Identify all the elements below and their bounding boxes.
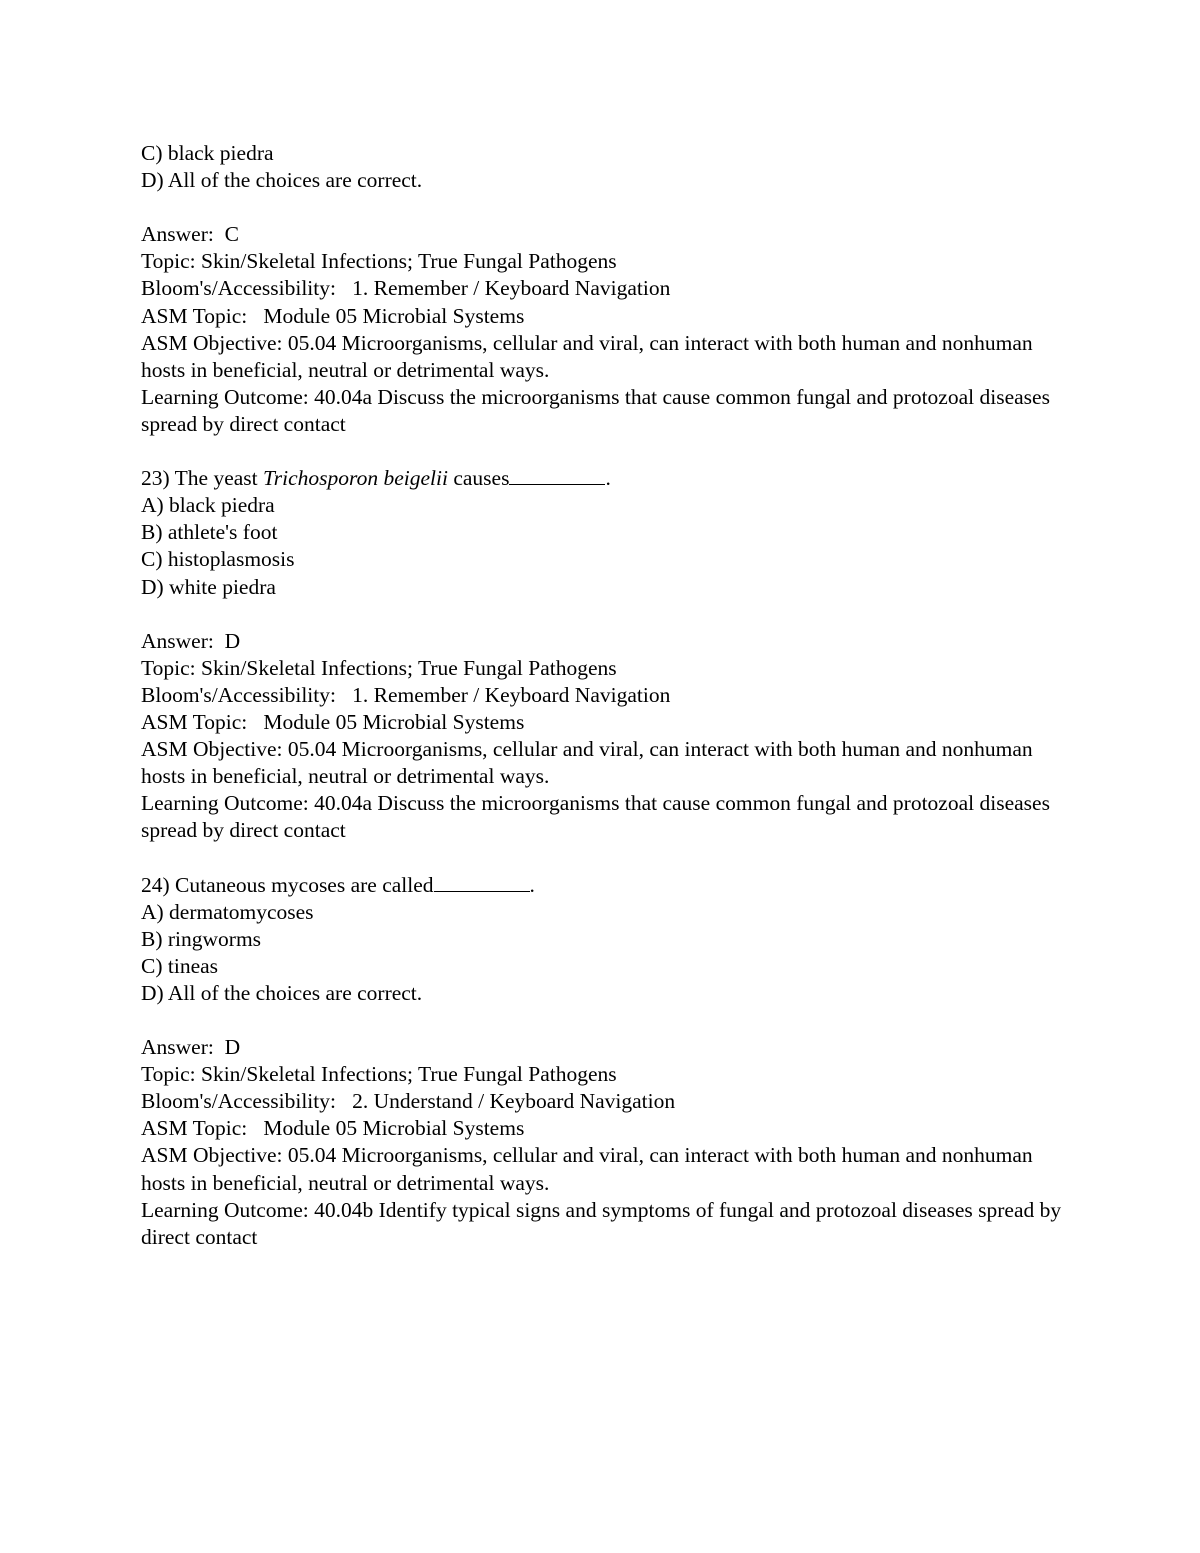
- asm-objective-line: ASM Objective: 05.04 Microorganisms, cellular and viral, can interact with both human and nonhuman hosts in beneficial, neutral or detrimental ways.: [141, 737, 1033, 789]
- answer-blank: [509, 466, 605, 485]
- asm-topic-line: ASM Topic: Module 05 Microbial Systems: [141, 303, 525, 328]
- stem-end: .: [529, 872, 535, 897]
- answer-line: Answer: D: [141, 1035, 241, 1060]
- blooms-line: Bloom's/Accessibility: 1. Remember / Keyboard Navigation: [141, 276, 671, 301]
- choice-c: C) tineas: [141, 953, 219, 978]
- asm-topic-line: ASM Topic: Module 05 Microbial Systems: [141, 709, 525, 734]
- blooms-line: Bloom's/Accessibility: 1. Remember / Keyboard Navigation: [141, 682, 671, 707]
- choice-a: A) black piedra: [141, 493, 275, 518]
- choice-b: B) ringworms: [141, 926, 262, 951]
- answer-blank: [434, 873, 530, 892]
- topic-line: Topic: Skin/Skeletal Infections; True Fungal Pathogens: [141, 655, 617, 680]
- question-23: [141, 465, 1081, 844]
- document-page: [141, 140, 1081, 1251]
- choice-d: D) white piedra: [141, 574, 276, 599]
- question-stem: [141, 465, 1081, 492]
- topic-line: Topic: Skin/Skeletal Infections; True Fungal Pathogens: [141, 1062, 617, 1087]
- asm-topic-line: ASM Topic: Module 05 Microbial Systems: [141, 1116, 525, 1141]
- stem-suffix: causes: [447, 466, 510, 491]
- choice-b: B) athlete's foot: [141, 520, 278, 545]
- learning-outcome-line: Learning Outcome: 40.04a Discuss the microorganisms that cause common fungal and protozoal diseases spread by direct contact: [141, 384, 1050, 436]
- answer-line: Answer: C: [141, 222, 239, 247]
- choice-d: D) All of the choices are correct.: [141, 980, 423, 1005]
- question-22-tail: [141, 140, 1081, 438]
- organism-name: Trichosporon beigelii: [263, 466, 448, 491]
- stem-prefix: 24) Cutaneous mycoses are called: [141, 872, 434, 897]
- asm-objective-line: ASM Objective: 05.04 Microorganisms, cellular and viral, can interact with both human and nonhuman hosts in beneficial, neutral or detrimental ways.: [141, 1143, 1033, 1195]
- question-24: [141, 872, 1081, 1251]
- asm-objective-line: ASM Objective: 05.04 Microorganisms, cellular and viral, can interact with both human and nonhuman hosts in beneficial, neutral or detrimental ways.: [141, 330, 1033, 382]
- question-stem: [141, 872, 1081, 899]
- choice-d: D) All of the choices are correct.: [141, 168, 423, 193]
- answer-line: Answer: D: [141, 628, 241, 653]
- blooms-line: Bloom's/Accessibility: 2. Understand / Keyboard Navigation: [141, 1089, 676, 1114]
- learning-outcome-line: Learning Outcome: 40.04b Identify typical signs and symptoms of fungal and protozoal diseases spread by direct contact: [141, 1197, 1062, 1249]
- choice-c: C) black piedra: [141, 141, 274, 165]
- stem-end: .: [605, 466, 611, 491]
- learning-outcome-line: Learning Outcome: 40.04a Discuss the microorganisms that cause common fungal and protozoal diseases spread by direct contact: [141, 791, 1050, 843]
- choice-c: C) histoplasmosis: [141, 547, 295, 572]
- choice-a: A) dermatomycoses: [141, 899, 314, 924]
- topic-line: Topic: Skin/Skeletal Infections; True Fungal Pathogens: [141, 249, 617, 274]
- stem-prefix: 23) The yeast: [141, 466, 263, 491]
